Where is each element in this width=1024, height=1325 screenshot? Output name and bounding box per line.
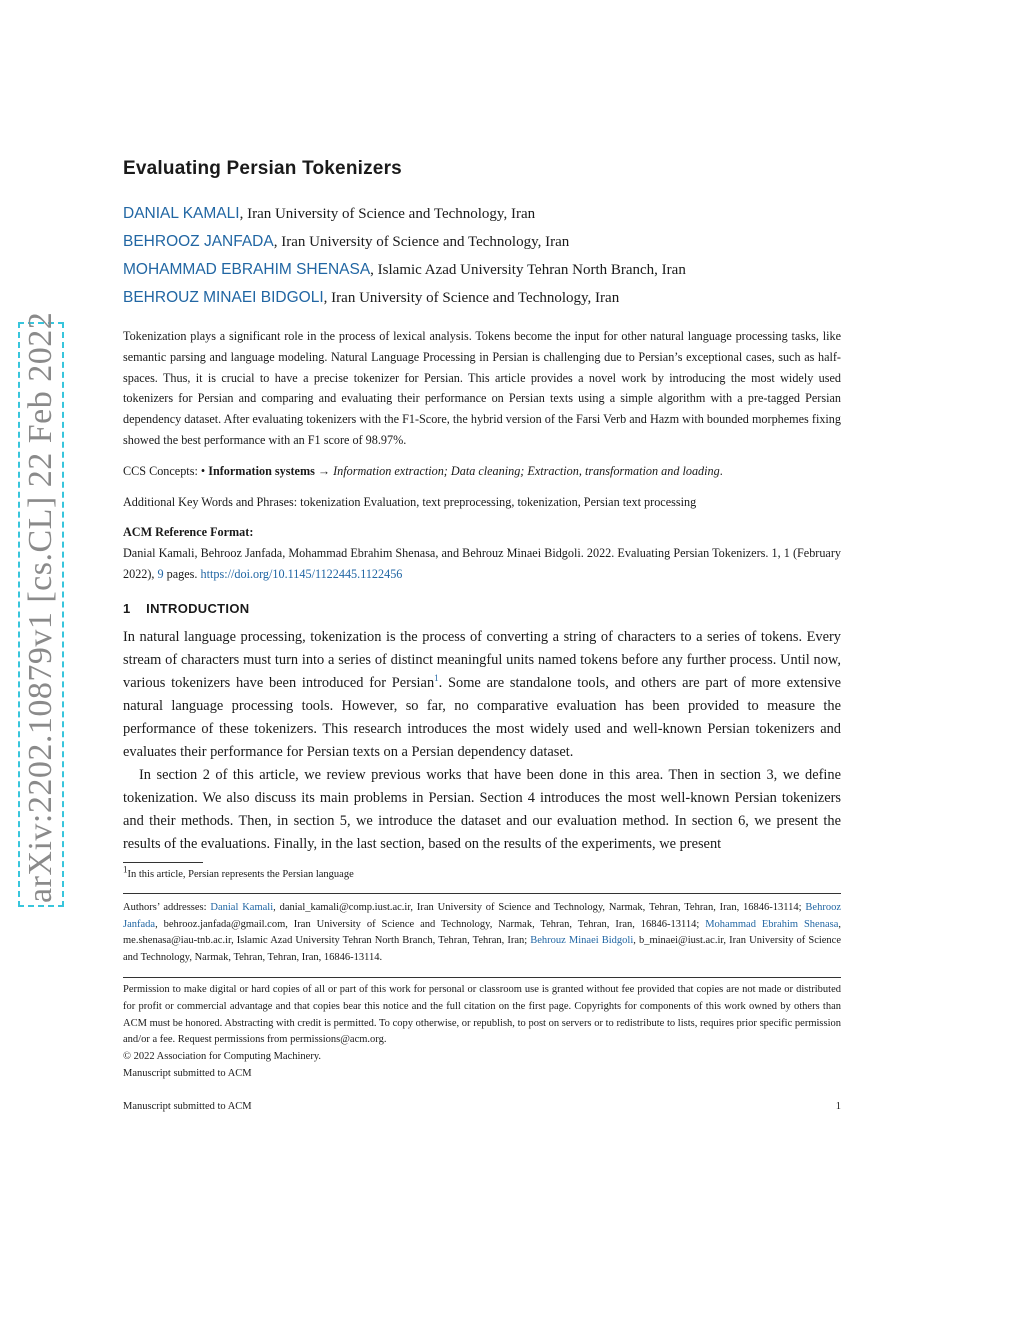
- divider: [123, 977, 841, 978]
- ccs-bold: Information systems: [208, 463, 315, 478]
- acm-ref-body: Danial Kamali, Behrooz Janfada, Mohammad Ebrahim Shenasa, and Behrouz Minaei Bidgoli. 2022. Evaluating Persian Tokenizers. 1, 1 (February 2022),: [123, 546, 841, 581]
- section-heading: 1 INTRODUCTION: [123, 600, 250, 616]
- author-list: [123, 200, 841, 312]
- footnote-ref[interactable]: 1: [434, 672, 439, 683]
- footnote-mark: 1: [123, 864, 128, 875]
- footnote: [123, 864, 841, 883]
- author-affiliation: , Iran University of Science and Technology, Iran: [239, 206, 536, 222]
- doi-link[interactable]: https://doi.org/10.1145/1122445.1122456: [200, 566, 403, 581]
- author-link[interactable]: Mohammad Ebrahim Shenasa: [705, 918, 839, 930]
- permission-notice: Permission to make digital or hard copies of all or part of this work for personal or classroom use is granted without fee provided that copies are not made or distributed for profit or commercial advantage and that copies bear this notice and the full citation on the first page. Copyrights for components of this work owned by others than ACM must be honored. Abstracting with credit is permitted. To copy otherwise, or republish, to post on servers or to redistribute to lists, requires prior specific permission and/or a fee. Request permissions from permissions@acm.org.: [123, 983, 841, 1046]
- author-link[interactable]: Danial Kamali: [210, 901, 274, 913]
- footer-left: Manuscript submitted to ACM: [123, 1101, 252, 1112]
- page-footer: [123, 1101, 841, 1112]
- pages-link[interactable]: 9: [157, 566, 164, 581]
- ccs-arrow: →: [314, 463, 334, 478]
- keywords: Additional Key Words and Phrases: tokenization Evaluation, text preprocessing, tokenization, Persian text processing: [123, 494, 697, 509]
- author-line: [123, 228, 841, 256]
- copyright: © 2022 Association for Computing Machinery.: [123, 1051, 322, 1063]
- ccs-end: .: [719, 463, 723, 478]
- page-number: 1: [835, 1101, 841, 1112]
- author-affiliation: , Iran University of Science and Technology, Iran: [323, 290, 620, 306]
- author-name[interactable]: DANIAL KAMALI: [123, 205, 240, 222]
- author-link[interactable]: Behrooz Janfada: [123, 901, 841, 930]
- paragraph-text: . Some are standalone tools, and others are part of more extensive natural language processing tools. However, so far, no comparative evaluation has been provided to measure the performance of these tokenizers. This research introduces the most widely used and well-known Persian tokenizers and evaluates their performance for Persian texts on a Persian dependency dataset.: [123, 674, 841, 760]
- addr-text: , me.shenasa@iau-tnb.ac.ir, Islamic Azad University Tehran North Branch, Tehran, Tehran, Iran;: [123, 918, 841, 947]
- addr-text: , danial_kamali@comp.iust.ac.ir, Iran University of Science and Technology, Narmak, Tehran, Tehran, Iran, 16846-13114;: [273, 901, 806, 913]
- footnote-text: In this article, Persian represents the Persian language: [127, 868, 354, 880]
- paragraph: [123, 626, 841, 764]
- paragraph-text: In natural language processing, tokenization is the process of converting a string of characters to a series of tokens. Every stream of characters must turn into a series of distinct meaningful units named tokens before any further process. Until now, various tokenizers have been introduced for Persian: [123, 628, 841, 691]
- addr-text: , b_minaei@iust.ac.ir, Iran University of Science and Technology, Narmak, Tehran, Tehran, Iran, 16846-13114.: [123, 935, 842, 964]
- acm-ref-pages: pages.: [163, 566, 201, 581]
- author-line: [123, 284, 841, 312]
- addr-text: , behrooz.janfada@gmail.com, Iran University of Science and Technology, Narmak, Tehran, Tehran, Iran, 16846-13114;: [155, 918, 706, 930]
- author-line: [123, 200, 841, 228]
- paragraph: In section 2 of this article, we review previous works that have been done in this area. Then in section 3, we define tokenization. We also discuss its main problems in Persian. Section 4 introduces the most well-known Persian tokenizers and their methods. Then, in section 5, we introduce the dataset and our evaluation method. In section 6, we present the results of the evaluations. Finally, in the last section, based on the results of the experiments, we present: [123, 766, 841, 852]
- acm-ref-heading: ACM Reference Format:: [123, 525, 254, 540]
- intro-text: [123, 626, 841, 856]
- author-line: [123, 256, 841, 284]
- ccs-concepts: [123, 461, 841, 482]
- addr-prefix: Authors’ addresses:: [123, 901, 211, 913]
- footnote-rule: [123, 862, 203, 863]
- divider: [123, 893, 841, 894]
- arxiv-stamp: arXiv:2202.10879v1 [cs.CL] 22 Feb 2022: [22, 311, 59, 903]
- author-name[interactable]: MOHAMMAD EBRAHIM SHENASA: [123, 261, 371, 278]
- author-name[interactable]: BEHROOZ JANFADA: [123, 233, 274, 250]
- acm-ref-text: [123, 543, 841, 585]
- ccs-prefix: CCS Concepts: •: [123, 463, 209, 478]
- paper-title: Evaluating Persian Tokenizers: [123, 158, 402, 179]
- manuscript-note: Manuscript submitted to ACM: [123, 1067, 252, 1079]
- author-affiliation: , Iran University of Science and Technology, Iran: [273, 234, 570, 250]
- abstract: Tokenization plays a significant role in the process of lexical analysis. Tokens become the input for other natural language processing tasks, like semantic parsing and language modeling. Natural Language Processing in Persian is challenging due to Persian’s exceptional cases, such as half-spaces. Thus, it is crucial to have a precise tokenizer for Persian. This article provides a novel work by introducing the most widely used tokenizers for Persian and comparing and evaluating their performance on Persian texts using a simple algorithm with a pre-tagged Persian dependency dataset. After evaluating tokenizers with the F1-Score, the hybrid version of the Farsi Verb and Hazm with bounded morphemes fixing showed the best performance with an F1 score of 98.97%.: [123, 329, 841, 447]
- paper-page: [123, 150, 841, 1083]
- author-affiliation: , Islamic Azad University Tehran North Branch, Iran: [370, 262, 686, 278]
- ccs-italic: Information extraction; Data cleaning; Extraction, transformation and loading: [333, 463, 720, 478]
- author-name[interactable]: BEHROUZ MINAEI BIDGOLI: [123, 289, 324, 306]
- authors-addresses: [123, 900, 841, 967]
- author-link[interactable]: Behrouz Minaei Bidgoli: [530, 935, 634, 947]
